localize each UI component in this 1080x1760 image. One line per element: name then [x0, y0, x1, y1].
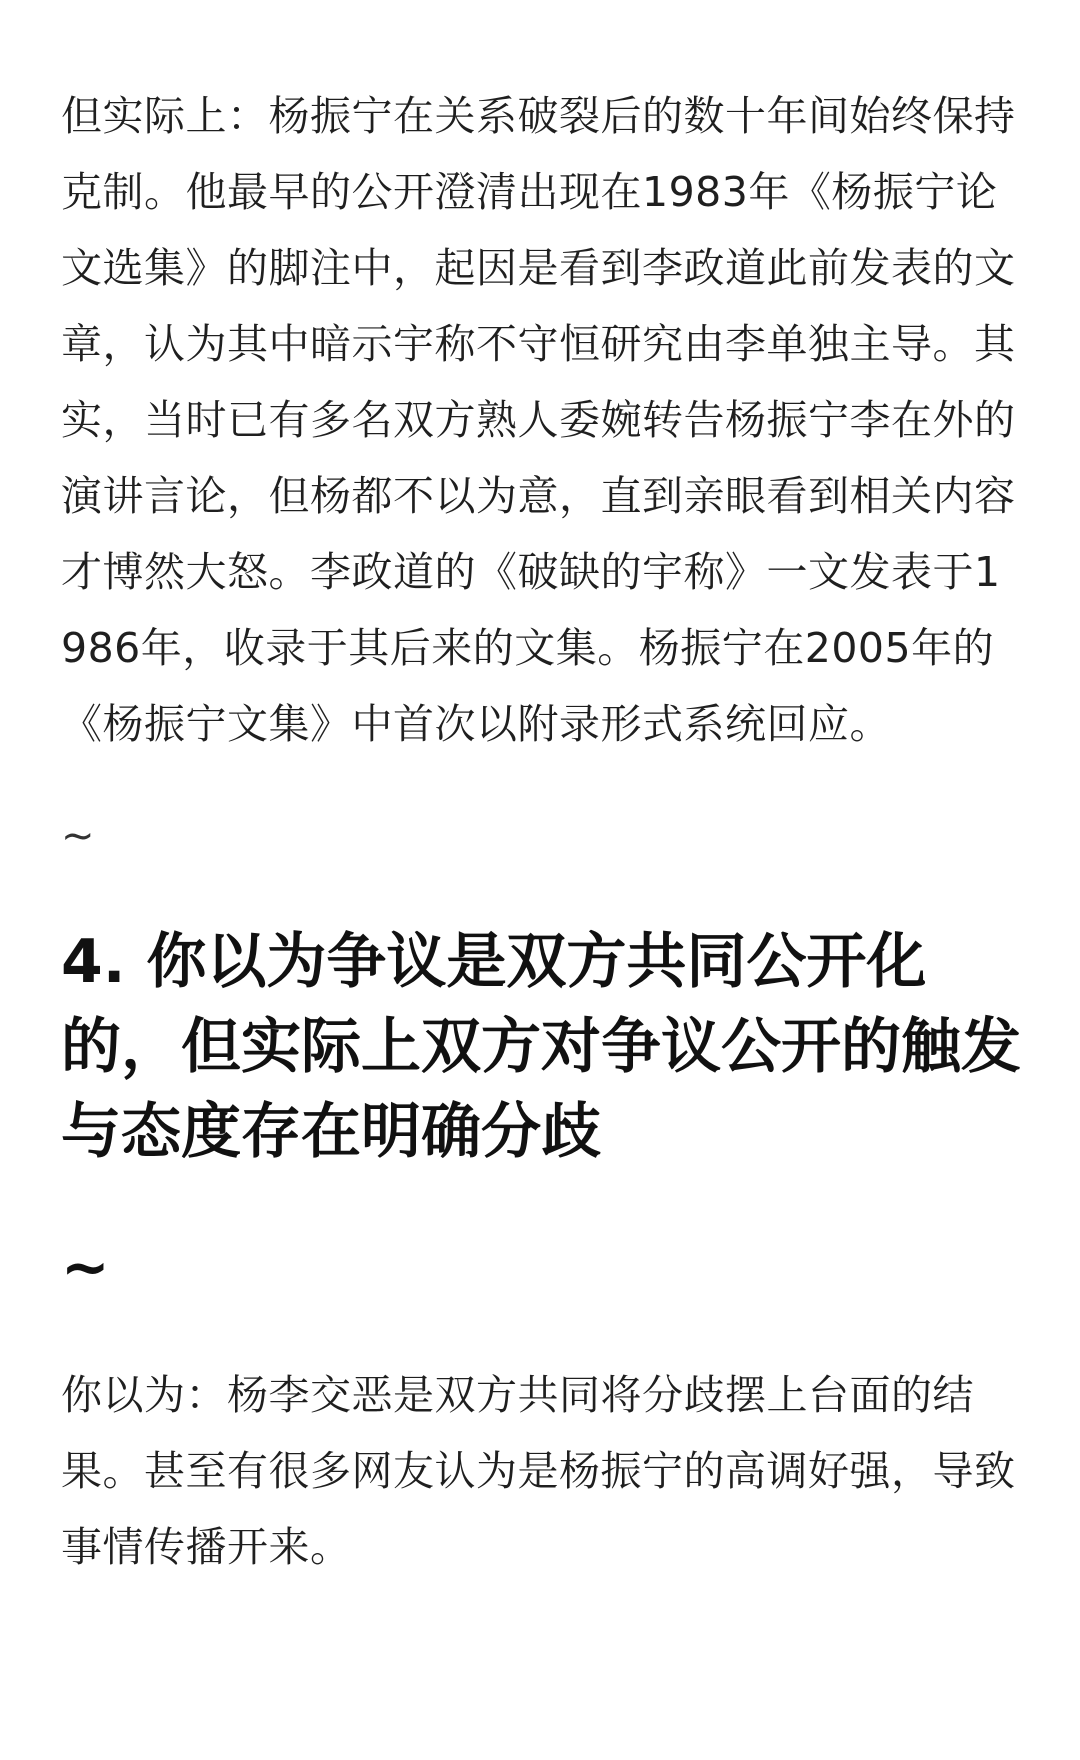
tilde-separator: ~ [61, 813, 95, 859]
body-paragraph: 你以为：杨李交恶是双方共同将分歧摆上台面的结果。甚至有很多网友认为是杨振宁的高调好强，导致事情传播开来。 [61, 1371, 1016, 1571]
tilde-separator: ~ [61, 1233, 110, 1301]
body-paragraph: 但实际上：杨振宁在关系破裂后的数十年间始终保持克制。他最早的公开澄清出现在1983年《杨振宁论文选集》的脚注中，起因是看到李政道此前发表的文章，认为其中暗示宇称不守恒研究由李单独主导。其实，当时已有多名双方熟人委婉转告杨振宁李在外的演讲言论，但杨都不以为意，直到亲眼看到相关内容才博然大怒。李政道的《破缺的宇称》一文发表于1986年，收录于其后来的文集。杨振宁在2005年的《杨振宁文集》中首次以附录形式系统回应。 [61, 92, 1016, 748]
section-heading: 4. 你以为争议是双方共同公开化的，但实际上双方对争议公开的触发与态度存在明确分歧 [61, 927, 1021, 1167]
article-body [61, 78, 1021, 1585]
